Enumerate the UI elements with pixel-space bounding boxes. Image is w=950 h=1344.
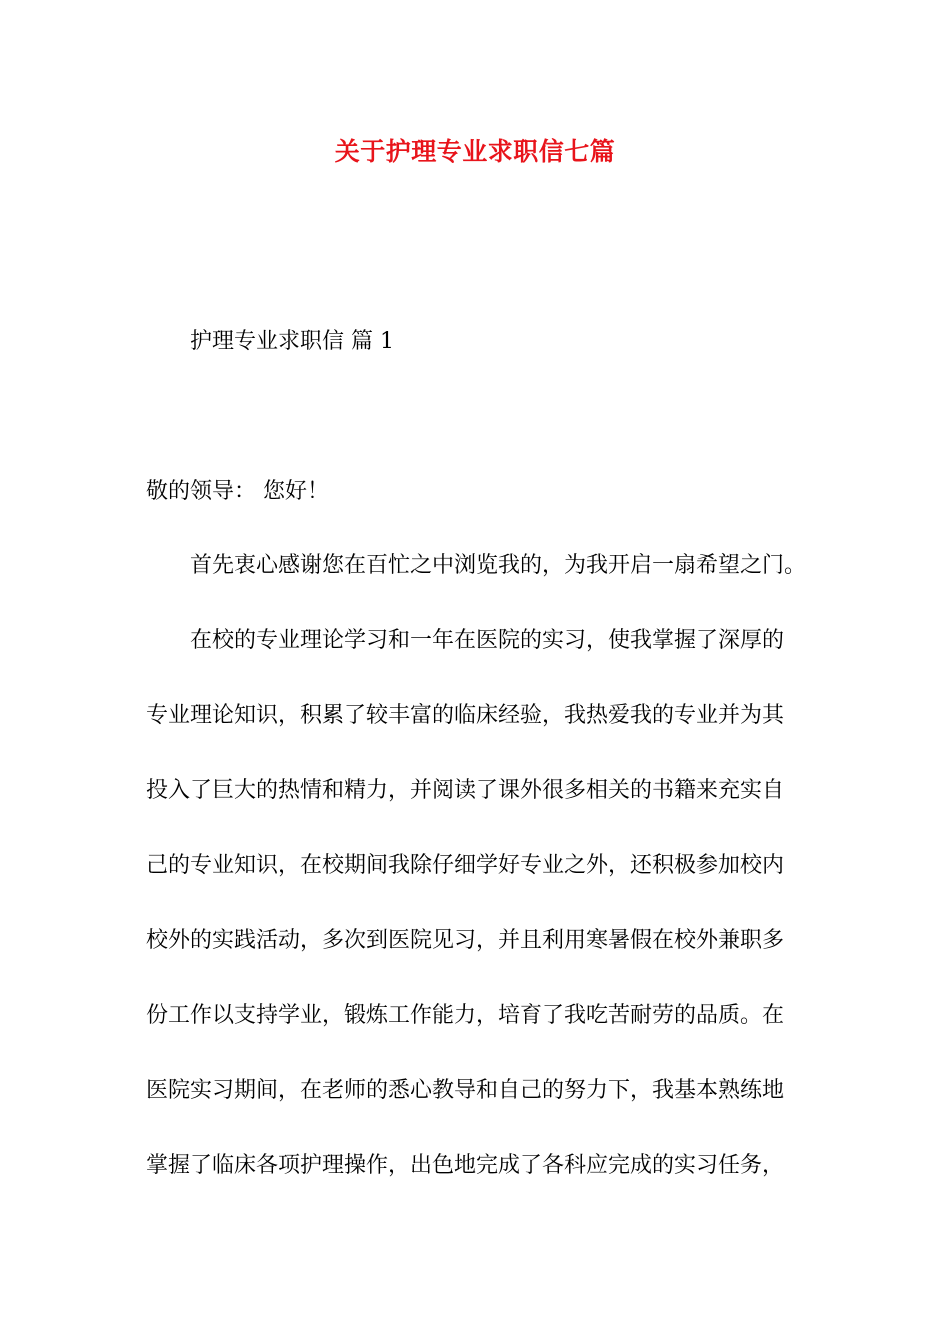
document-title: 关于护理专业求职信七篇 (334, 137, 616, 166)
paragraph-line: 在校的专业理论学习和一年在医院的实习，使我掌握了深厚的 (190, 628, 785, 653)
paragraph-line: 投入了巨大的热情和精力，并阅读了课外很多相关的书籍来充实自 (146, 778, 785, 803)
paragraph-line: 己的专业知识，在校期间我除仔细学好专业之外，还积极参加校内 (146, 853, 785, 878)
paragraph-line: 校外的实践活动，多次到医院见习，并且利用寒暑假在校外兼职多 (146, 928, 785, 953)
paragraph-line: 首先衷心感谢您在百忙之中浏览我的，为我开启一扇希望之门。 (190, 553, 807, 578)
greeting-line: 敬的领导： 您好！ (146, 479, 329, 504)
paragraph-line: 医院实习期间，在老师的悉心教导和自己的努力下，我基本熟练地 (146, 1078, 785, 1103)
paragraph-line: 专业理论知识，积累了较丰富的临床经验，我热爱我的专业并为其 (146, 703, 785, 728)
section-heading: 护理专业求职信 篇 1 (190, 329, 394, 354)
paragraph-line: 掌握了临床各项护理操作，出色地完成了各科应完成的实习任务， (146, 1153, 785, 1178)
paragraph-line: 份工作以支持学业，锻炼工作能力，培育了我吃苦耐劳的品质。在 (146, 1003, 785, 1028)
